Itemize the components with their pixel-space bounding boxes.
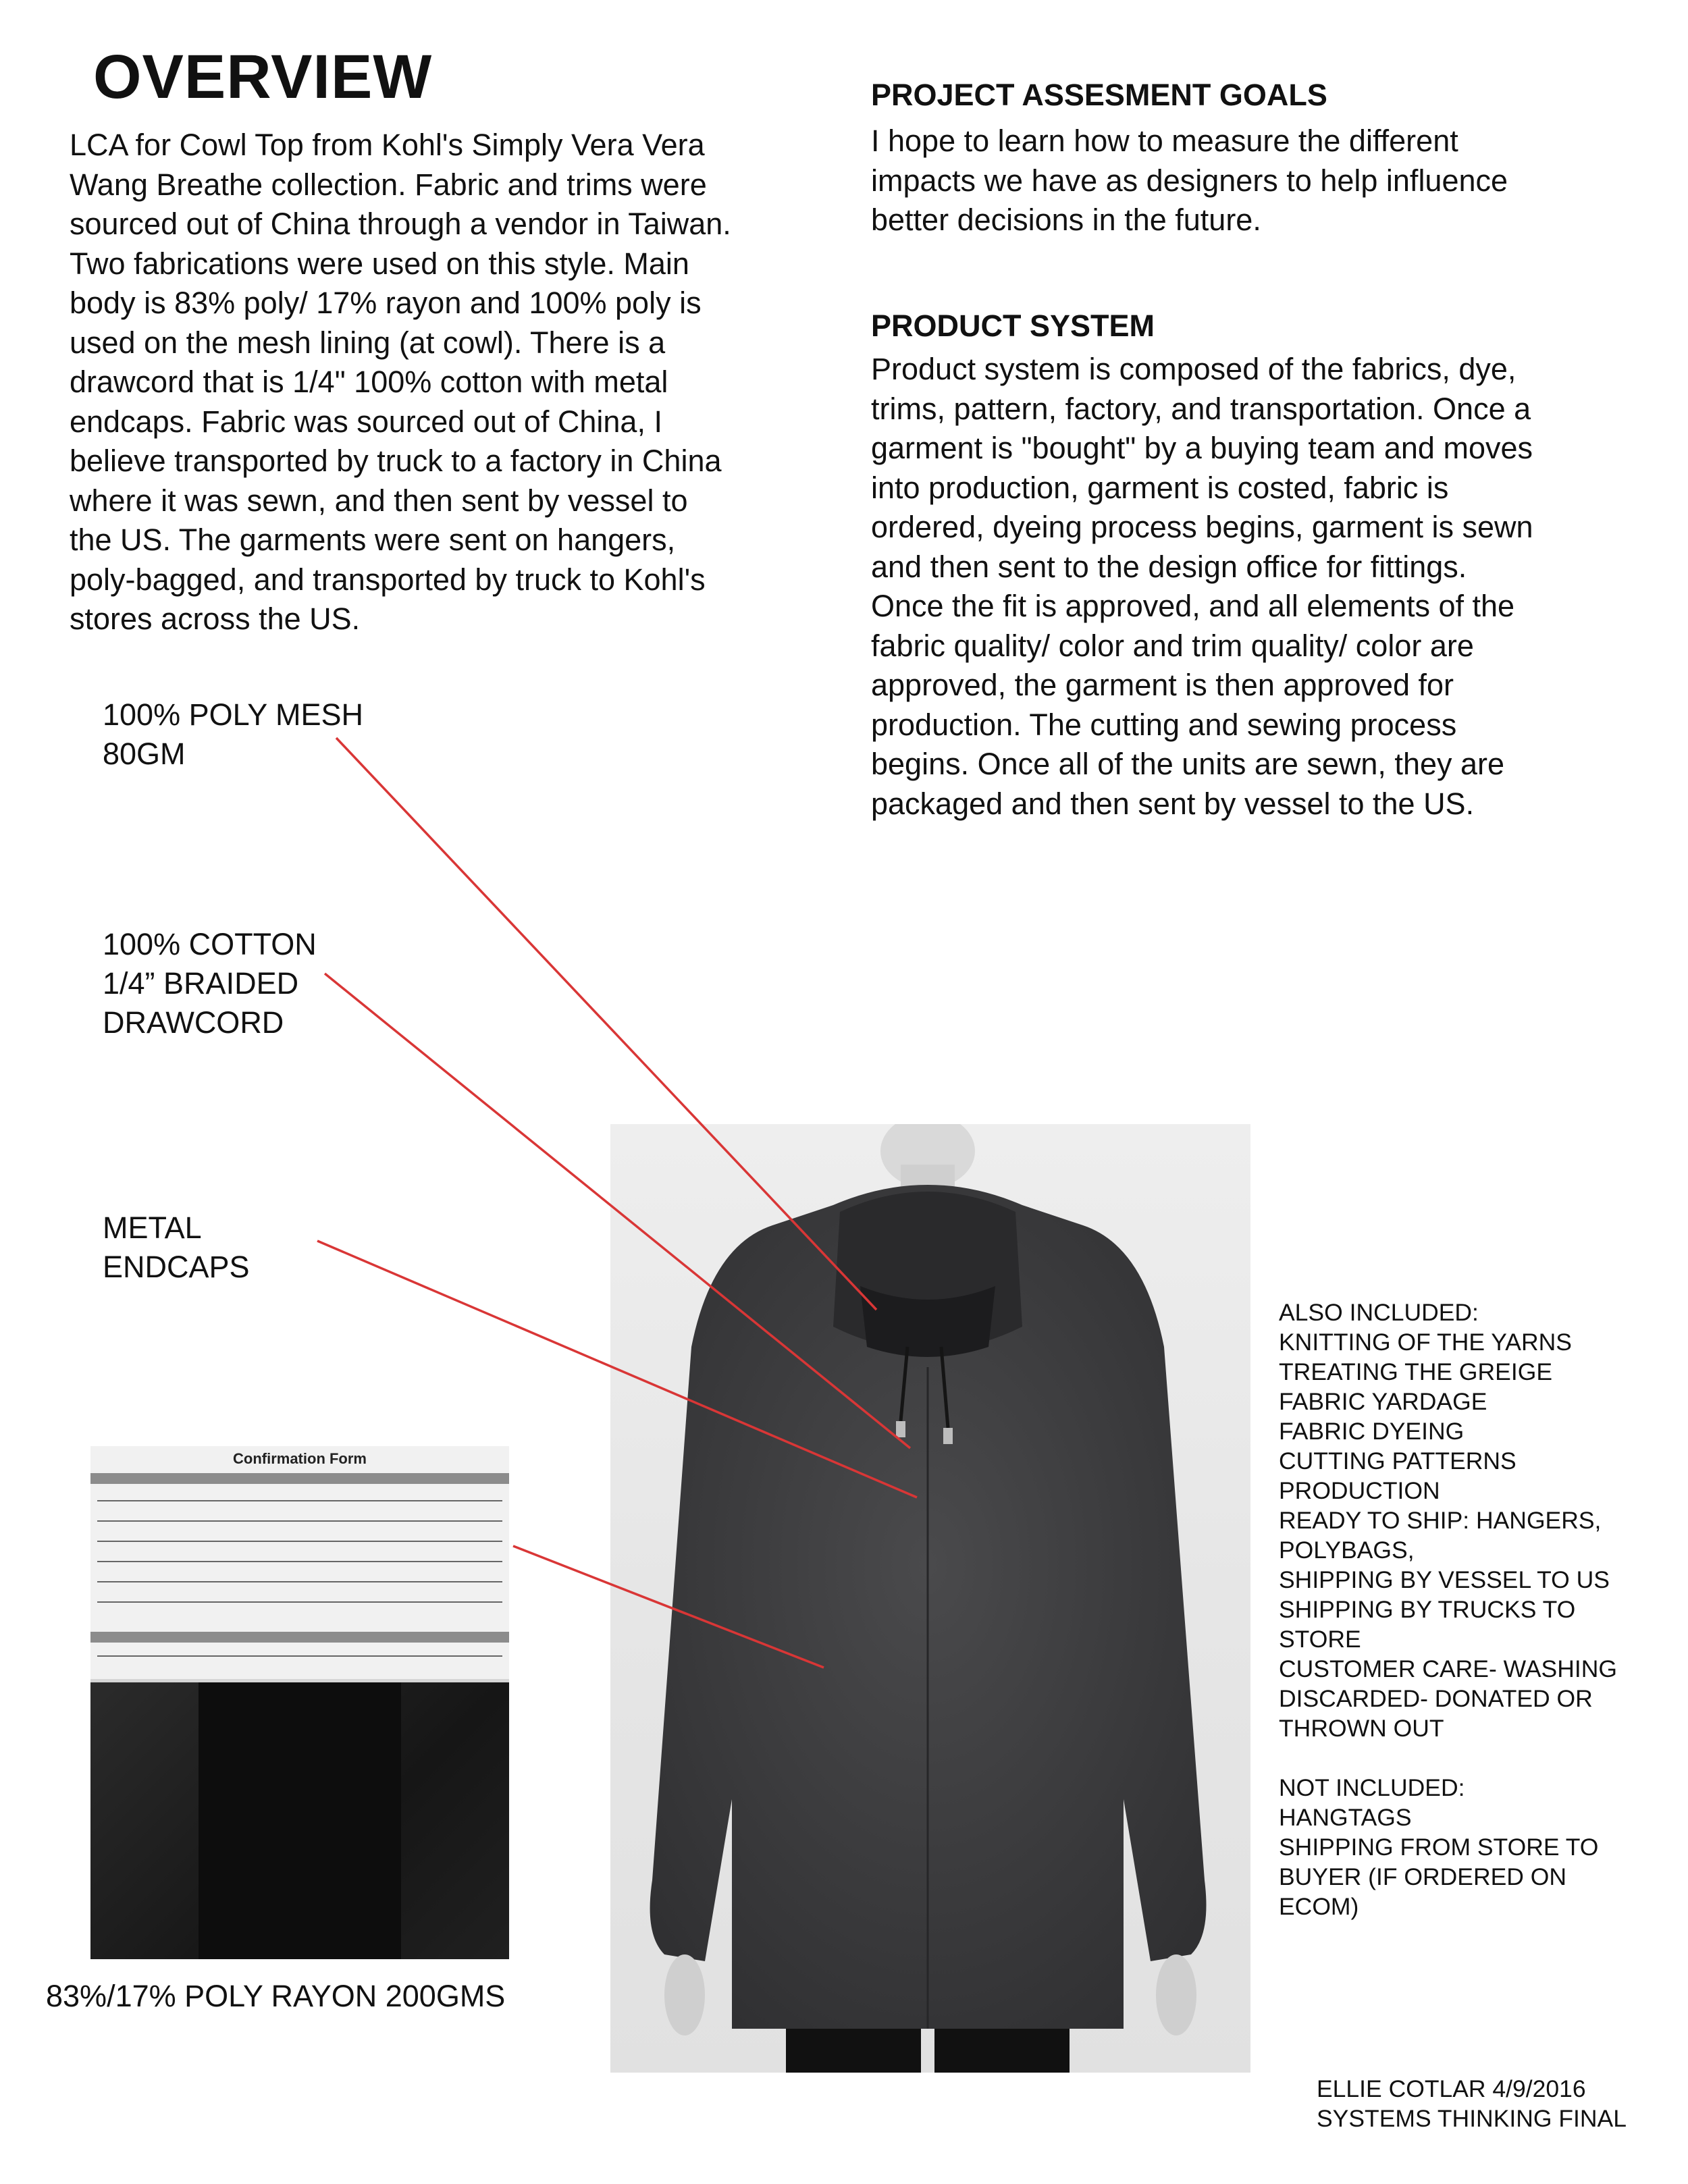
also-included-list: ALSO INCLUDED: KNITTING OF THE YARNS TREATING THE GREIGE FABRIC YARDAGE FABRIC DYEING CUTTING PATTERNS PRODUCTION READY TO SHIP: HANGERS, POLYBAGS, SHIPPING BY VESSEL TO US SHIPPING BY TRUCKS TO STORE CUSTOMER CARE- WASHING DISCARDED- DONATED OR THROWN OUT bbox=[1279, 1299, 1617, 1742]
leader-line-drawcord bbox=[325, 974, 910, 1448]
overview-title: OVERVIEW bbox=[93, 43, 433, 111]
not-included-list: NOT INCLUDED: HANGTAGS SHIPPING FROM STORE TO BUYER (IF ORDERED ON ECOM) bbox=[1279, 1774, 1599, 1920]
endcaps-label: METAL ENDCAPS bbox=[103, 1210, 250, 1284]
form-title: Confirmation Form bbox=[233, 1450, 367, 1467]
goals-heading: PROJECT ASSESMENT GOALS bbox=[871, 78, 1327, 112]
product-system-heading: PRODUCT SYSTEM bbox=[871, 309, 1155, 343]
mesh-label: 100% POLY MESH 80GM bbox=[103, 697, 364, 771]
drawcord-label: 100% COTTON 1/4” BRAIDED DRAWCORD bbox=[103, 927, 317, 1040]
leader-line-mesh bbox=[336, 738, 876, 1310]
product-system-paragraph: Product system is composed of the fabrics, dye, trims, pattern, factory, and transportation. Once a garment is "bought" by a buying team and moves into production, garment is costed, fabric is ordered, dyeing process begins, garment is sewn and then sent to the design office for fittings. Once the fit is approved, and all elements of the fabric quality/ color and trim quality/ color are approved, the garment is then approved for production. The cutting and sewing process begins. Once all of the units are sewn, they are packaged and then sent by vessel to the US. bbox=[871, 352, 1533, 821]
leader-line-endcaps bbox=[317, 1241, 917, 1497]
footer-credit: ELLIE COTLAR 4/9/2016 SYSTEMS THINKING FINAL bbox=[1317, 2075, 1627, 2132]
goals-paragraph: I hope to learn how to measure the different impacts we have as designers to help influence better decisions in the future. bbox=[871, 124, 1508, 237]
fabric-label: 83%/17% POLY RAYON 200GMS bbox=[46, 1979, 506, 2013]
leader-line-fabric bbox=[513, 1546, 824, 1668]
overview-paragraph: LCA for Cowl Top from Kohl's Simply Vera Vera Wang Breathe collection. Fabric and trims were sourced out of China through a vendor in Taiwan. Two fabrications were used on this style. Main body is 83% poly/ 17% rayon and 100% poly is used on the mesh lining (at cowl). There is a drawcord that is 1/4" 100% cotton with metal endcaps. Fabric was sourced out of China, I believe transported by truck to a factory in China where it was sewn, and then sent by vessel to the US. The garments were sent on hangers, poly-bagged, and transported by truck to Kohl's stores across the US. bbox=[70, 128, 731, 636]
